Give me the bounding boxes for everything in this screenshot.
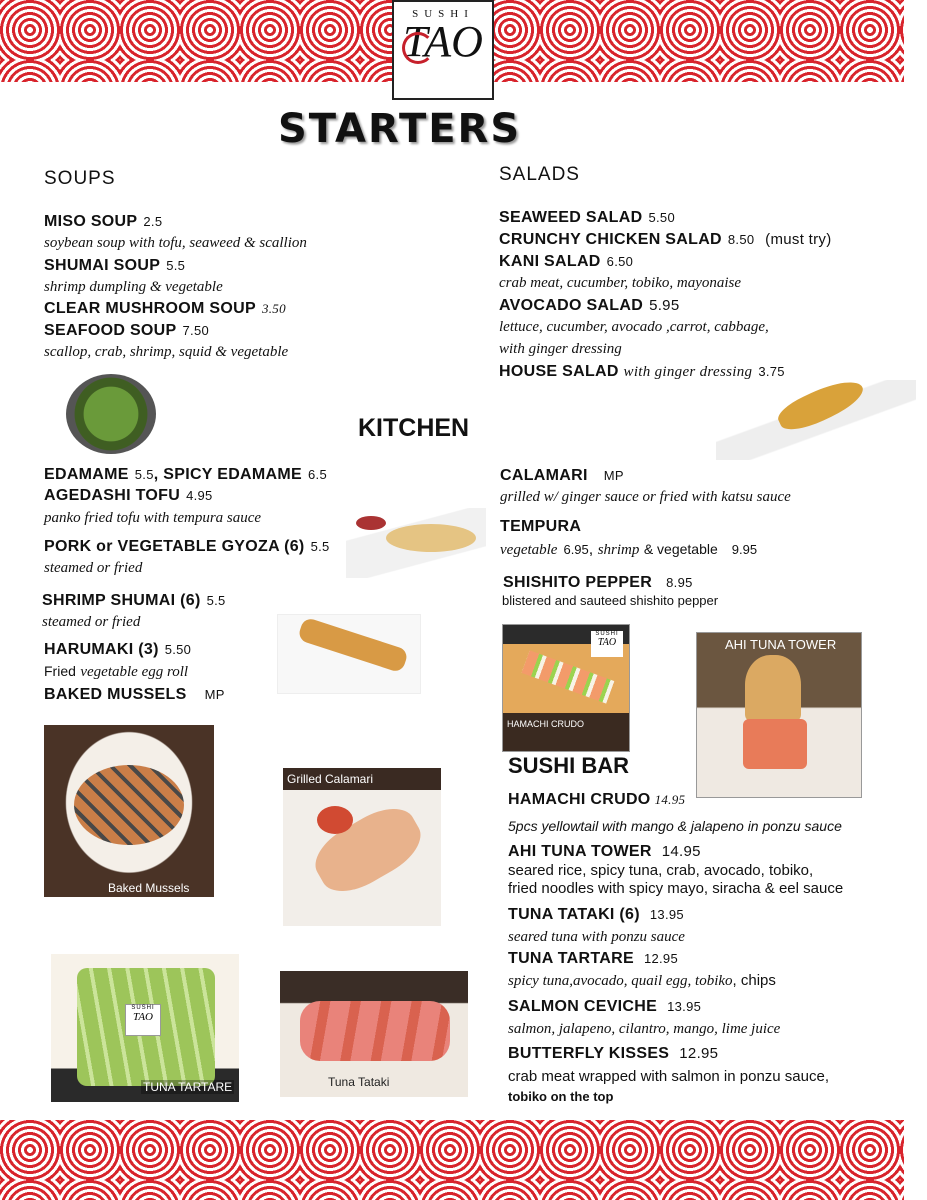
- dipping-sauce-shape: [317, 806, 353, 834]
- menu-item: BAKED MUSSELS MP: [44, 686, 225, 703]
- menu-item: SEAWEED SALAD 5.50: [499, 209, 675, 226]
- swirl-pattern-bottom: [0, 1120, 904, 1200]
- item-description: fried noodles with spicy mayo, siracha & eel sauce: [508, 880, 844, 897]
- menu-item: MISO SOUP 2.5: [44, 213, 163, 230]
- ahi-tuna-tower-photo: [696, 632, 862, 798]
- egg-roll-shape: [297, 617, 409, 674]
- sauce-dish-shape: [356, 516, 386, 530]
- item-description: soybean soup with tofu, seaweed & scallion: [44, 235, 307, 251]
- logo-badge: SUSHI TAO: [591, 631, 623, 657]
- photo-caption: Baked Mussels: [108, 881, 190, 895]
- menu-item: SHUMAI SOUP 5.5: [44, 257, 186, 274]
- menu-item: HOUSE SALAD with ginger dressing 3.75: [499, 363, 785, 380]
- menu-item: SALMON CEVICHE 13.95: [508, 998, 702, 1015]
- menu-item: AHI TUNA TOWER 14.95: [508, 843, 701, 860]
- crispy-noodles-shape: [745, 655, 801, 721]
- hamachi-crudo-photo: [502, 624, 630, 752]
- grilled-calamari-photo: [283, 768, 441, 926]
- item-description: crab meat wrapped with salmon in ponzu sauce,: [508, 1068, 830, 1085]
- salads-heading: SALADS: [499, 164, 580, 185]
- menu-item: HAMACHI CRUDO 14.95: [508, 791, 686, 808]
- logo-badge: SUSHI TAO: [125, 1004, 161, 1036]
- item-description: spicy tuna,avocado, quail egg, tobiko, chips: [508, 972, 776, 989]
- menu-item: CALAMARI MP: [500, 467, 624, 484]
- item-description: grilled w/ ginger sauce or fried with katsu sauce: [500, 489, 791, 505]
- tuna-tataki-photo: [280, 971, 468, 1097]
- item-description: shrimp dumpling & vegetable: [44, 279, 223, 295]
- item-description: 5pcs yellowtail with mango & jalapeno in ponzu sauce: [508, 818, 842, 834]
- photo-caption: HAMACHI CRUDO: [507, 719, 585, 729]
- menu-item: SEAFOOD SOUP 7.50: [44, 322, 210, 339]
- photo-caption: Tuna Tataki: [328, 1075, 390, 1089]
- tempura-shape: [774, 380, 868, 438]
- item-description: salmon, jalapeno, cilantro, mango, lime juice: [508, 1021, 781, 1037]
- menu-item: HARUMAKI (3) 5.50: [44, 641, 192, 658]
- baked-mussels-photo: [44, 725, 214, 897]
- soups-heading: SOUPS: [44, 168, 116, 189]
- item-description: tobiko on the top: [508, 1089, 614, 1104]
- menu-item: BUTTERFLY KISSES 12.95: [508, 1045, 719, 1062]
- item-description: blistered and sauteed shishito pepper: [502, 593, 719, 608]
- item-description: crab meat, cucumber, tobiko, mayonaise: [499, 275, 742, 291]
- item-description: seared rice, spicy tuna, crab, avocado, tobiko,: [508, 862, 814, 879]
- item-description: steamed or fried: [42, 614, 141, 630]
- gyoza-shape: [386, 524, 476, 552]
- menu-item: CLEAR MUSHROOM SOUP 3.50: [44, 300, 286, 317]
- photo-caption: AHI TUNA TOWER: [725, 637, 837, 652]
- tuna-tartare-photo: [51, 934, 239, 1102]
- item-description: scallop, crab, shrimp, squid & vegetable: [44, 344, 289, 360]
- menu-item: SHISHITO PEPPER 8.95: [503, 574, 693, 591]
- item-description: lettuce, cucumber, avocado ,carrot, cabbage,: [499, 319, 769, 335]
- mussels-shape: [74, 765, 184, 845]
- kitchen-heading: KITCHEN: [358, 414, 470, 442]
- sushi-tao-logo: SUSHI TAO: [392, 0, 494, 100]
- menu-item: AGEDASHI TOFU 4.95: [44, 487, 213, 504]
- page-title: STARTERS: [278, 106, 522, 152]
- item-description: with ginger dressing: [499, 341, 622, 357]
- tuna-tower-shape: [743, 719, 807, 769]
- menu-item: EDAMAME 5.5, SPICY EDAMAME 6.5: [44, 466, 327, 483]
- enso-circle-icon: [402, 32, 434, 64]
- item-description: panko fried tofu with tempura sauce: [44, 510, 262, 526]
- tempura-photo: [716, 380, 916, 460]
- menu-item: TEMPURA: [500, 518, 582, 535]
- menu-item: SHRIMP SHUMAI (6) 5.5: [42, 592, 226, 609]
- item-description: vegetable 6.95, shrimp & vegetable 9.95: [500, 541, 758, 558]
- crudo-slices-shape: [522, 650, 615, 703]
- tataki-slices-shape: [300, 1001, 450, 1061]
- edamame-photo: [66, 374, 156, 454]
- menu-item: AVOCADO SALAD 5.95: [499, 297, 680, 314]
- item-description: seared tuna with ponzu sauce: [508, 929, 685, 945]
- gyoza-photo: [346, 508, 486, 578]
- item-description: Fried vegetable egg roll: [44, 663, 189, 680]
- menu-item: KANI SALAD 6.50: [499, 253, 634, 270]
- menu-item: PORK or VEGETABLE GYOZA (6) 5.5: [44, 538, 330, 555]
- sushi-bar-heading: SUSHI BAR: [508, 753, 630, 778]
- menu-item: TUNA TATAKI (6) 13.95: [508, 906, 684, 923]
- photo-caption: Grilled Calamari: [287, 772, 374, 786]
- menu-item: CRUNCHY CHICKEN SALAD 8.50 (must try): [499, 231, 832, 248]
- item-description: steamed or fried: [44, 560, 143, 576]
- photo-caption: TUNA TARTARE: [143, 1080, 233, 1094]
- menu-item: TUNA TARTARE 12.95: [508, 950, 678, 967]
- harumaki-photo: [277, 614, 421, 694]
